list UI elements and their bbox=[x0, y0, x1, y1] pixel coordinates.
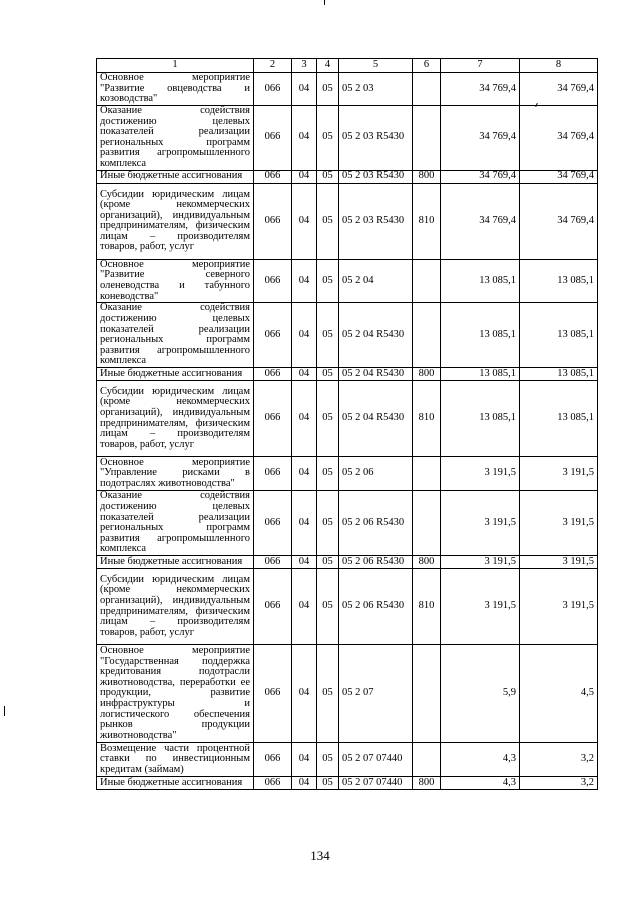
ved-cell: 066 bbox=[254, 569, 292, 645]
table-row bbox=[97, 303, 598, 368]
amount-year1-cell: 34 769,4 bbox=[441, 73, 520, 106]
expense-type-cell bbox=[413, 457, 441, 491]
amount-year2-cell: 3 191,5 bbox=[520, 569, 598, 645]
row-name-cell: Субсидии юридическим лицам (кроме некоммерческих организаций), индивидуальным предпринимателям, физическим лицам – производителям товаров, работ, услуг bbox=[97, 569, 254, 645]
table-row bbox=[97, 645, 598, 743]
row-name-cell: Иные бюджетные ассигнования bbox=[97, 777, 254, 790]
expense-type-cell bbox=[413, 259, 441, 302]
expense-type-cell: 810 bbox=[413, 183, 441, 259]
section-cell: 04 bbox=[292, 73, 317, 106]
amount-year2-cell: 13 085,1 bbox=[520, 381, 598, 457]
ved-cell: 066 bbox=[254, 743, 292, 777]
row-name-cell: Возмещение части процентной ставки по инвестиционным кредитам (займам) bbox=[97, 743, 254, 777]
amount-year1-cell: 13 085,1 bbox=[441, 259, 520, 302]
amount-year2-cell: 34 769,4 bbox=[520, 105, 598, 170]
target-article-cell: 05 2 07 bbox=[339, 645, 413, 743]
ved-cell: 066 bbox=[254, 368, 292, 381]
expense-type-cell bbox=[413, 105, 441, 170]
subsection-cell: 05 bbox=[317, 645, 339, 743]
ved-cell: 066 bbox=[254, 457, 292, 491]
header-row bbox=[97, 59, 598, 73]
subsection-cell: 05 bbox=[317, 491, 339, 556]
amount-year1-cell: 3 191,5 bbox=[441, 457, 520, 491]
section-cell: 04 bbox=[292, 170, 317, 183]
ved-cell: 066 bbox=[254, 303, 292, 368]
target-article-cell: 05 2 04 bbox=[339, 259, 413, 302]
expense-type-cell bbox=[413, 743, 441, 777]
ved-cell: 066 bbox=[254, 170, 292, 183]
ved-cell: 066 bbox=[254, 73, 292, 106]
expense-type-cell: 800 bbox=[413, 368, 441, 381]
amount-year1-cell: 5,9 bbox=[441, 645, 520, 743]
row-name-cell: Оказание содействия достижению целевых показателей реализации региональных программ развития агропромышленного комплекса bbox=[97, 303, 254, 368]
table-row bbox=[97, 259, 598, 302]
amount-year2-cell: 13 085,1 bbox=[520, 303, 598, 368]
expense-type-cell: 800 bbox=[413, 777, 441, 790]
subsection-cell: 05 bbox=[317, 569, 339, 645]
expense-type-cell bbox=[413, 303, 441, 368]
section-cell: 04 bbox=[292, 105, 317, 170]
expense-type-cell: 810 bbox=[413, 381, 441, 457]
amount-year2-cell: 34 769,4 bbox=[520, 170, 598, 183]
amount-year2-cell: 3 191,5 bbox=[520, 556, 598, 569]
target-article-cell: 05 2 03 R5430 bbox=[339, 183, 413, 259]
target-article-cell: 05 2 07 07440 bbox=[339, 743, 413, 777]
page-number: 134 bbox=[310, 848, 330, 863]
section-cell: 04 bbox=[292, 569, 317, 645]
target-article-cell: 05 2 06 bbox=[339, 457, 413, 491]
expense-type-cell: 800 bbox=[413, 170, 441, 183]
amount-year2-cell: 13 085,1 bbox=[520, 368, 598, 381]
table-row bbox=[97, 170, 598, 183]
table-row bbox=[97, 556, 598, 569]
subsection-cell: 05 bbox=[317, 368, 339, 381]
section-cell: 04 bbox=[292, 183, 317, 259]
section-cell: 04 bbox=[292, 556, 317, 569]
row-name-cell: Иные бюджетные ассигнования bbox=[97, 170, 254, 183]
amount-year1-cell: 13 085,1 bbox=[441, 381, 520, 457]
ved-cell: 066 bbox=[254, 777, 292, 790]
amount-year1-cell: 34 769,4 bbox=[441, 170, 520, 183]
header-cell: 3 bbox=[292, 59, 317, 73]
target-article-cell: 05 2 04 R5430 bbox=[339, 303, 413, 368]
section-cell: 04 bbox=[292, 743, 317, 777]
section-cell: 04 bbox=[292, 645, 317, 743]
ved-cell: 066 bbox=[254, 183, 292, 259]
amount-year1-cell: 13 085,1 bbox=[441, 303, 520, 368]
target-article-cell: 05 2 03 R5430 bbox=[339, 170, 413, 183]
target-article-cell: 05 2 03 R5430 bbox=[339, 105, 413, 170]
row-name-cell: Субсидии юридическим лицам (кроме некоммерческих организаций), индивидуальным предпринимателям, физическим лицам – производителям товаров, работ, услуг bbox=[97, 183, 254, 259]
target-article-cell: 05 2 06 R5430 bbox=[339, 569, 413, 645]
scan-mark-top bbox=[324, 0, 325, 5]
ved-cell: 066 bbox=[254, 556, 292, 569]
header-cell: 2 bbox=[254, 59, 292, 73]
subsection-cell: 05 bbox=[317, 556, 339, 569]
section-cell: 04 bbox=[292, 259, 317, 302]
row-name-cell: Основное мероприятие "Развитие северного оленеводства и табунного коневодства" bbox=[97, 259, 254, 302]
amount-year1-cell: 34 769,4 bbox=[441, 105, 520, 170]
expense-type-cell: 800 bbox=[413, 556, 441, 569]
amount-year1-cell: 13 085,1 bbox=[441, 368, 520, 381]
table-row bbox=[97, 368, 598, 381]
subsection-cell: 05 bbox=[317, 183, 339, 259]
subsection-cell: 05 bbox=[317, 381, 339, 457]
table-row bbox=[97, 743, 598, 777]
section-cell: 04 bbox=[292, 303, 317, 368]
target-article-cell: 05 2 07 07440 bbox=[339, 777, 413, 790]
row-name-cell: Основное мероприятие "Развитие овцеводства и козоводства" bbox=[97, 73, 254, 106]
ved-cell: 066 bbox=[254, 259, 292, 302]
amount-year2-cell: 3,2 bbox=[520, 777, 598, 790]
table-row bbox=[97, 381, 598, 457]
section-cell: 04 bbox=[292, 457, 317, 491]
subsection-cell: 05 bbox=[317, 259, 339, 302]
amount-year2-cell: 13 085,1 bbox=[520, 259, 598, 302]
row-name-cell: Иные бюджетные ассигнования bbox=[97, 556, 254, 569]
target-article-cell: 05 2 04 R5430 bbox=[339, 381, 413, 457]
row-name-cell: Иные бюджетные ассигнования bbox=[97, 368, 254, 381]
table-row bbox=[97, 777, 598, 790]
amount-year2-cell: 3 191,5 bbox=[520, 491, 598, 556]
amount-year1-cell: 34 769,4 bbox=[441, 183, 520, 259]
row-name-cell: Оказание содействия достижению целевых показателей реализации региональных программ развития агропромышленного комплекса bbox=[97, 105, 254, 170]
amount-year2-cell: 4,5 bbox=[520, 645, 598, 743]
budget-table bbox=[96, 58, 598, 790]
section-cell: 04 bbox=[292, 381, 317, 457]
amount-year2-cell: 34 769,4 bbox=[520, 183, 598, 259]
header-cell: 8 bbox=[520, 59, 598, 73]
ved-cell: 066 bbox=[254, 105, 292, 170]
table-body bbox=[97, 73, 598, 790]
subsection-cell: 05 bbox=[317, 743, 339, 777]
subsection-cell: 05 bbox=[317, 303, 339, 368]
table-row bbox=[97, 457, 598, 491]
subsection-cell: 05 bbox=[317, 73, 339, 106]
row-name-cell: Субсидии юридическим лицам (кроме некоммерческих организаций), индивидуальным предпринимателям, физическим лицам – производителям товаров, работ, услуг bbox=[97, 381, 254, 457]
section-cell: 04 bbox=[292, 491, 317, 556]
expense-type-cell bbox=[413, 73, 441, 106]
row-name-cell: Оказание содействия достижению целевых показателей реализации региональных программ развития агропромышленного комплекса bbox=[97, 491, 254, 556]
target-article-cell: 05 2 04 R5430 bbox=[339, 368, 413, 381]
header-cell: 5 bbox=[339, 59, 413, 73]
amount-year2-cell: 34 769,4 bbox=[520, 73, 598, 106]
target-article-cell: 05 2 03 bbox=[339, 73, 413, 106]
ved-cell: 066 bbox=[254, 645, 292, 743]
header-cell: 7 bbox=[441, 59, 520, 73]
amount-year2-cell: 3,2 bbox=[520, 743, 598, 777]
subsection-cell: 05 bbox=[317, 777, 339, 790]
expense-type-cell bbox=[413, 491, 441, 556]
ved-cell: 066 bbox=[254, 381, 292, 457]
amount-year1-cell: 3 191,5 bbox=[441, 491, 520, 556]
table-row bbox=[97, 491, 598, 556]
target-article-cell: 05 2 06 R5430 bbox=[339, 491, 413, 556]
scan-mark-left bbox=[4, 706, 5, 716]
section-cell: 04 bbox=[292, 777, 317, 790]
expense-type-cell: 810 bbox=[413, 569, 441, 645]
row-name-cell: Основное мероприятие "Государственная поддержка кредитования подотрасли животноводства, переработки ее продукции, развитие инфраструктуры и логистического обеспечения рынков продукции животноводства" bbox=[97, 645, 254, 743]
ved-cell: 066 bbox=[254, 491, 292, 556]
amount-year2-cell: 3 191,5 bbox=[520, 457, 598, 491]
table-row bbox=[97, 183, 598, 259]
target-article-cell: 05 2 06 R5430 bbox=[339, 556, 413, 569]
section-cell: 04 bbox=[292, 368, 317, 381]
table-row bbox=[97, 73, 598, 106]
header-cell: 6 bbox=[413, 59, 441, 73]
row-name-cell: Основное мероприятие "Управление рисками в подотраслях животноводства" bbox=[97, 457, 254, 491]
amount-year1-cell: 3 191,5 bbox=[441, 556, 520, 569]
table-row bbox=[97, 569, 598, 645]
expense-type-cell bbox=[413, 645, 441, 743]
subsection-cell: 05 bbox=[317, 457, 339, 491]
amount-year1-cell: 4,3 bbox=[441, 743, 520, 777]
header-cell: 1 bbox=[97, 59, 254, 73]
amount-year1-cell: 4,3 bbox=[441, 777, 520, 790]
table-row bbox=[97, 105, 598, 170]
amount-year1-cell: 3 191,5 bbox=[441, 569, 520, 645]
subsection-cell: 05 bbox=[317, 170, 339, 183]
header-cell: 4 bbox=[317, 59, 339, 73]
subsection-cell: 05 bbox=[317, 105, 339, 170]
